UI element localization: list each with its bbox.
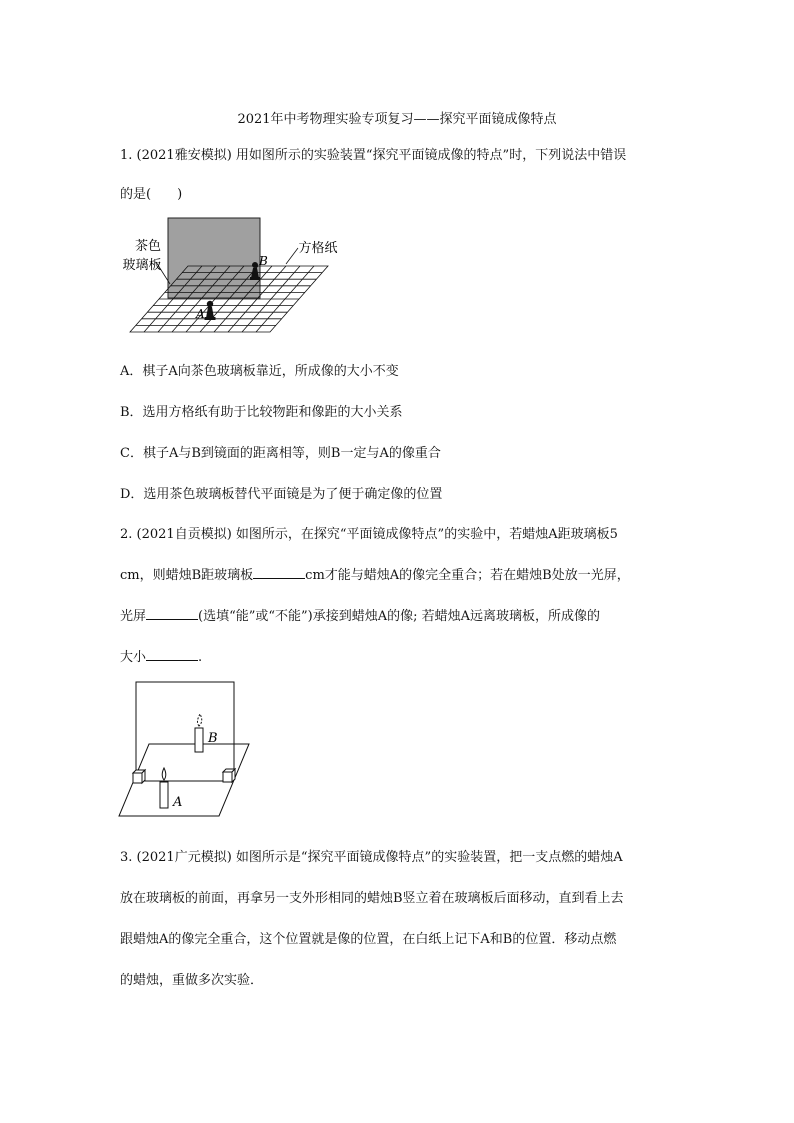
q1-option-a: A．棋子A向茶色玻璃板靠近，所成像的大小不变 [120, 364, 399, 379]
glass-plate [136, 682, 234, 775]
label-grid-paper: 方格纸 [298, 241, 338, 256]
q2-line-4 [120, 646, 202, 665]
q2-line-2 [120, 564, 630, 583]
q2-line-4-part-1: 大小 [120, 650, 147, 665]
label-b: B [208, 731, 218, 746]
answer-blank-3[interactable] [146, 649, 198, 661]
q2-line-2-part-1: cm，则蜡烛B距玻璃板 [120, 568, 254, 583]
q1-option-b: B．选用方格纸有助于比较物距和像距的大小关系 [120, 405, 403, 420]
q2-line-3-part-2: (选填“能”或“不能”)承接到蜡烛A的像; 若蜡烛A远离玻璃板，所成像的 [198, 609, 601, 624]
label-a: A [196, 307, 205, 321]
q2-line-3-part-1: 光屏 [120, 609, 147, 624]
glass-support-left [133, 770, 145, 783]
q2-line-3 [120, 605, 600, 624]
q1-stem-line-2: 的是( ) [120, 187, 183, 202]
label-glass-1: 茶色 [134, 239, 162, 254]
label-a: A [173, 795, 183, 810]
candle-a [160, 768, 168, 808]
answer-blank-1[interactable] [253, 567, 305, 579]
q3-line-3: 跟蜡烛A的像完全重合，这个位置就是像的位置，在白纸上记下A和B的位置．移动点燃 [120, 932, 617, 947]
label-b: B [259, 254, 268, 268]
q2-line-2-part-2: cm才能与蜡烛A的像完全重合；若在蜡烛B处放一光屏， [305, 568, 630, 583]
q1-option-c: C．棋子A与B到镜面的距离相等，则B一定与A的像重合 [120, 446, 441, 461]
glass-support-right [223, 769, 235, 782]
q3-line-2: 放在玻璃板的前面，再拿另一支外形相同的蜡烛B竖立着在玻璃板后面移动，直到看上去 [120, 891, 624, 906]
q2-figure-candle-mirror [116, 680, 256, 822]
label-glass-2: 玻璃板 [122, 258, 162, 273]
page-title: 2021年中考物理实验专项复习——探究平面镜成像特点 [237, 112, 557, 127]
q3-line-4: 的蜡烛，重做多次实验． [120, 973, 264, 988]
q3-line-1: 3. (2021广元模拟) 如图所示是“探究平面镜成像特点”的实验装置，把一支点燃的蜡烛A [120, 850, 623, 865]
candle-b [195, 714, 203, 752]
q1-figure-chess-mirror [118, 214, 344, 338]
q2-line-1: 2. (2021自贡模拟) 如图所示，在探究“平面镜成像特点”的实验中，若蜡烛A距玻璃板5 [120, 527, 618, 542]
answer-blank-2[interactable] [146, 608, 198, 620]
q2-line-4-part-2: . [198, 650, 203, 665]
q1-option-d: D．选用茶色玻璃板替代平面镜是为了便于确定像的位置 [120, 487, 443, 502]
chess-piece-a [205, 301, 216, 320]
q1-stem-line-1: 1. (2021雅安模拟) 用如图所示的实验装置“探究平面镜成像的特点”时，下列说法中错误 [120, 148, 627, 163]
